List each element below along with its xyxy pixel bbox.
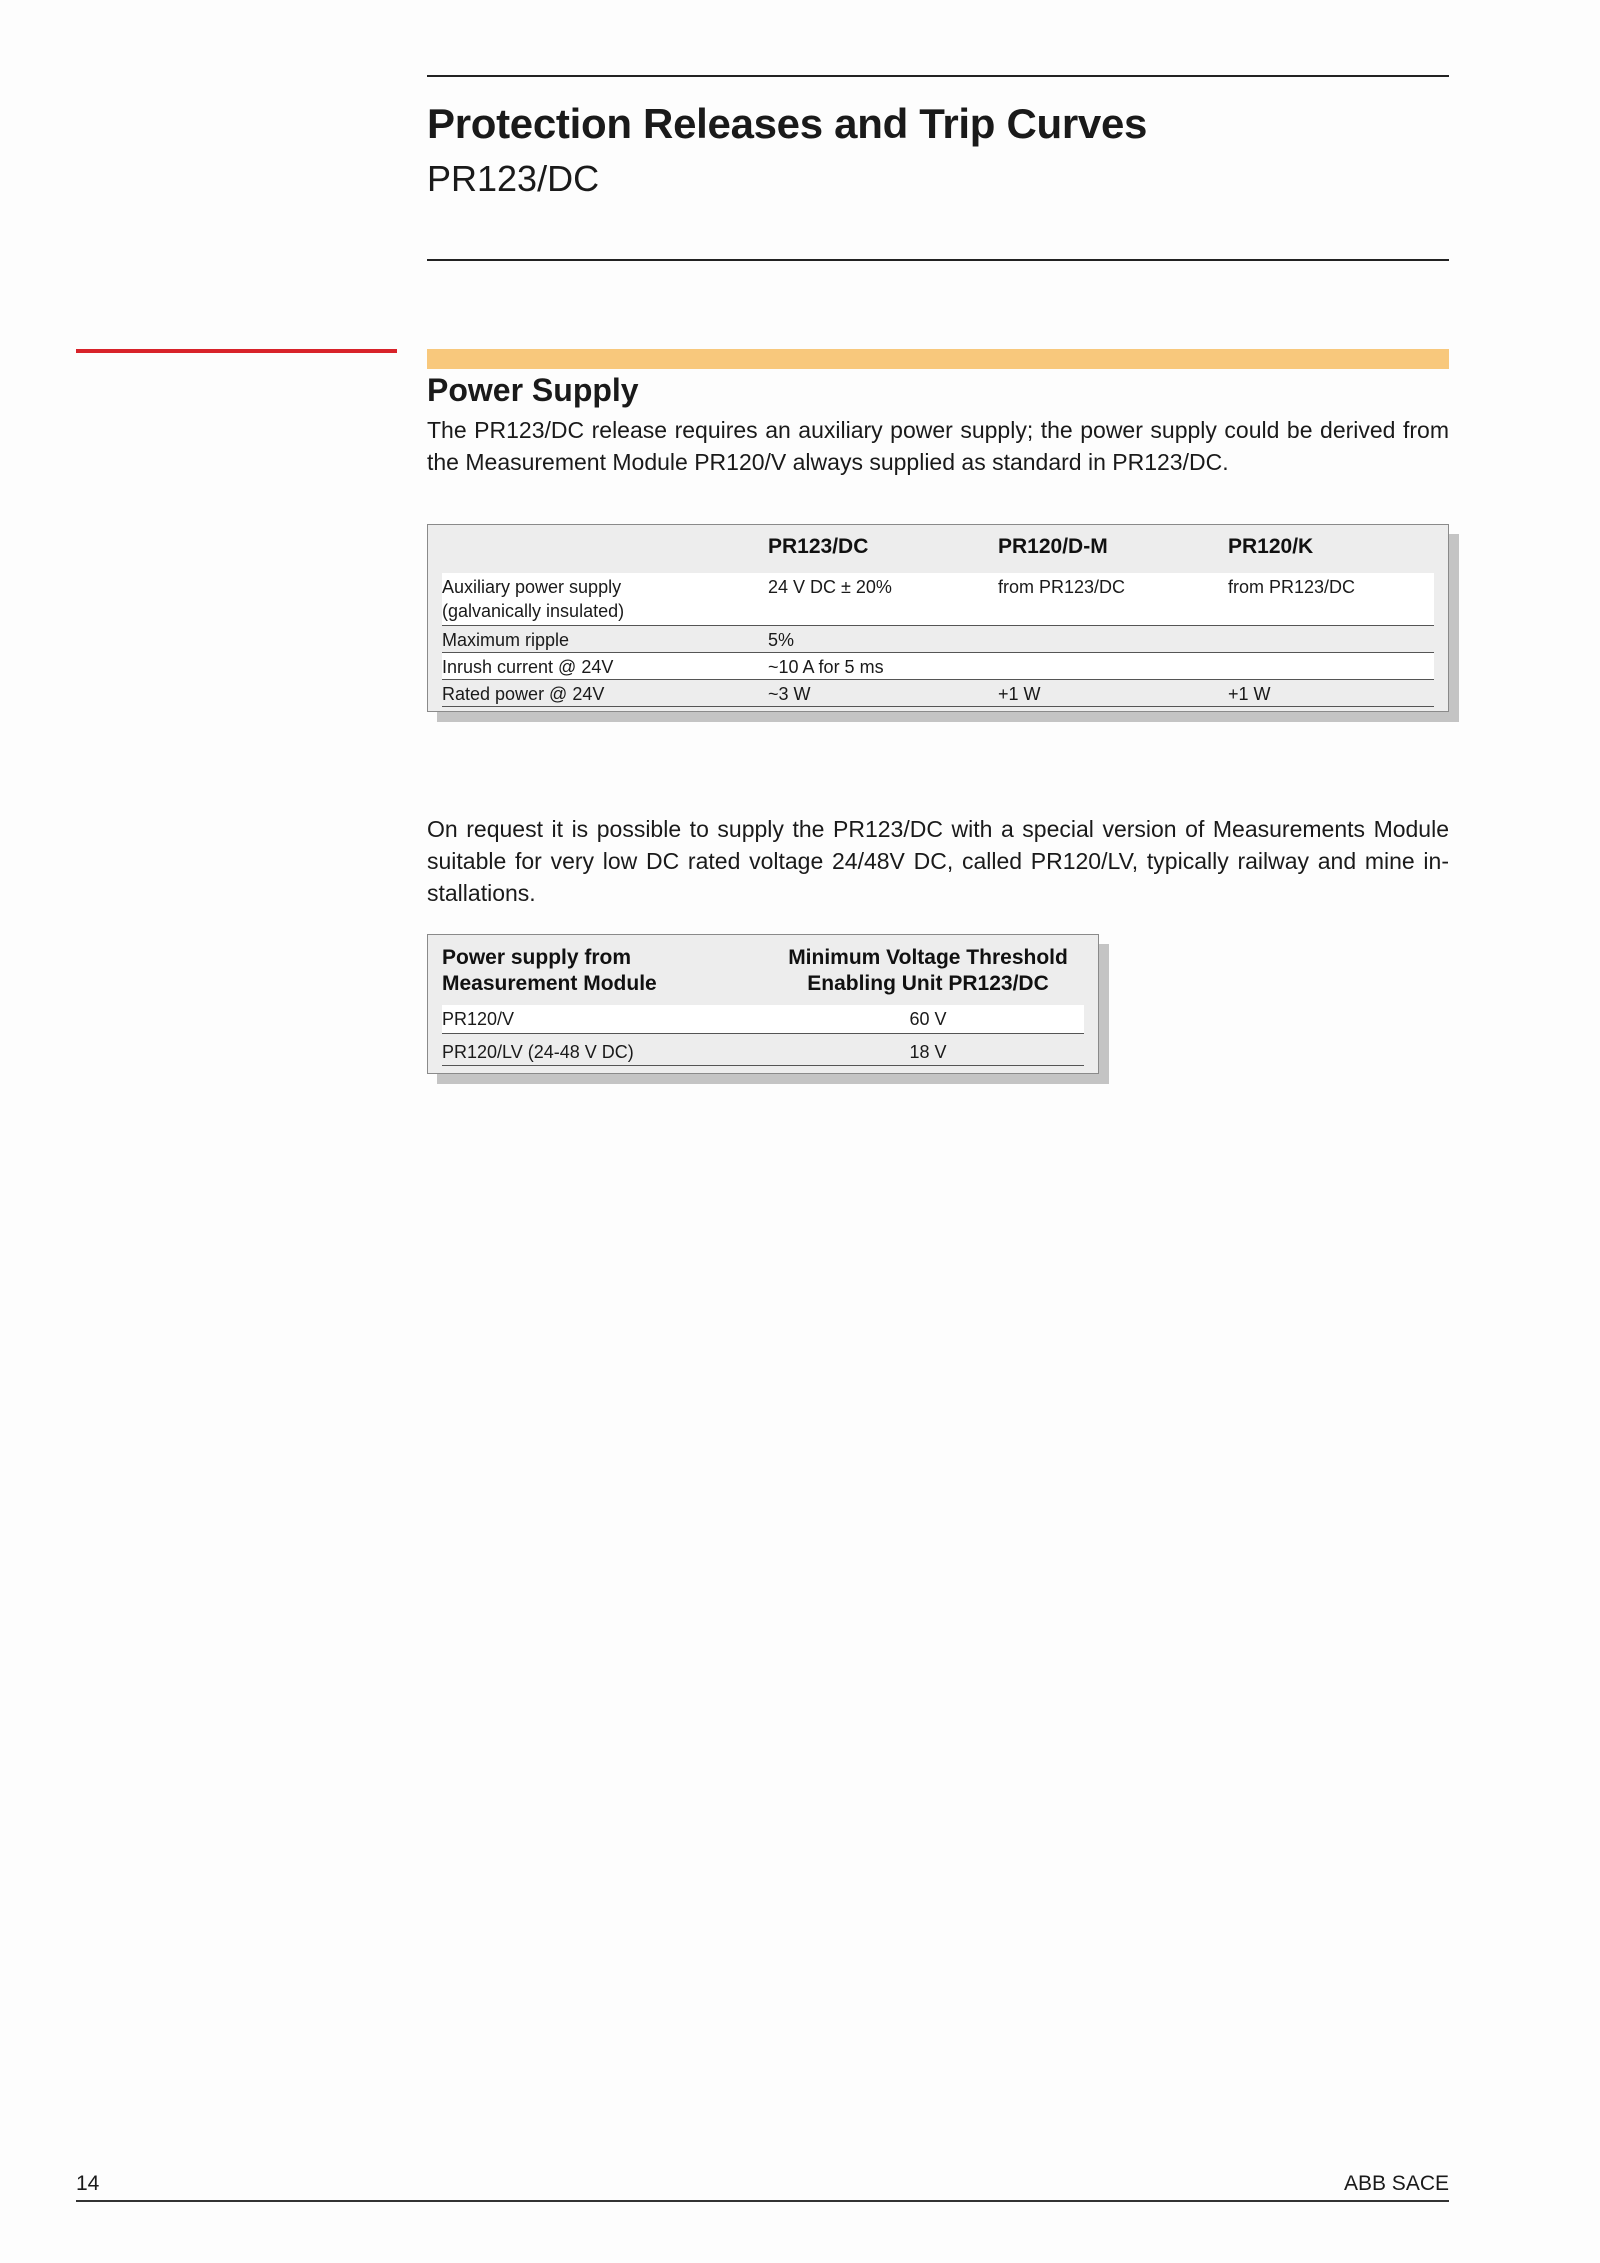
table-cell: Inrush current @ 24V xyxy=(442,657,614,677)
footer-rule xyxy=(76,2200,1449,2202)
table-header-power-supply xyxy=(442,945,657,997)
footer-brand: ABB SACE xyxy=(1343,2172,1449,2195)
table-cell: from PR123/DC xyxy=(1228,577,1356,597)
table-row xyxy=(442,1005,1084,1034)
table-header-pr123dc: PR123/DC xyxy=(768,535,869,558)
intro-paragraph: The PR123/DC release requires an auxiliary power supply; the power supply could be derived from the Measurement Module PR120/V always supplied as standard in PR123/DC. xyxy=(427,417,1449,475)
table-row xyxy=(442,680,1434,707)
section-color-bar xyxy=(427,349,1449,369)
table-header-voltage-threshold xyxy=(758,945,1098,997)
table-row xyxy=(442,573,1434,626)
header-line: Measurement Module xyxy=(442,972,657,995)
table-cell: Rated power @ 24V xyxy=(442,684,605,704)
section-red-marker xyxy=(76,349,397,353)
table-cell: 5% xyxy=(768,630,795,650)
table-cell: PR120/LV (24-48 V DC) xyxy=(442,1042,634,1062)
page-title: Protection Releases and Trip Curves xyxy=(427,100,1148,147)
table-row xyxy=(442,1035,1084,1066)
table-cell: Maximum ripple xyxy=(442,630,570,650)
table-cell: 24 V DC ± 20% xyxy=(768,577,892,597)
page-subtitle: PR123/DC xyxy=(427,158,600,199)
table-cell: +1 W xyxy=(1228,684,1271,704)
header-line: Minimum Voltage Threshold xyxy=(788,946,1068,969)
request-paragraph: On request it is possible to supply the PR123/DC with a special version of Measurements Module suitable for very low DC rated voltage 24/48V DC, called PR120/LV, typically railway and mine in-stallations. xyxy=(427,816,1449,906)
table-header-pr120dm: PR120/D-M xyxy=(998,535,1108,558)
header-line: Power supply from xyxy=(442,946,632,969)
power-supply-table xyxy=(427,524,1449,712)
title-bottom-rule xyxy=(427,259,1449,261)
page-number: 14 xyxy=(76,2172,100,2195)
table-cell: Auxiliary power supply (galvanically insulated) xyxy=(442,577,625,621)
table-cell: 60 V xyxy=(909,1009,947,1029)
table-header-pr120k: PR120/K xyxy=(1228,535,1314,558)
voltage-threshold-table xyxy=(427,934,1099,1074)
section-heading: Power Supply xyxy=(427,372,639,408)
table-cell: from PR123/DC xyxy=(998,577,1126,597)
table-cell: ~3 W xyxy=(768,684,811,704)
table-row xyxy=(442,653,1434,680)
table-cell: 18 V xyxy=(909,1042,947,1062)
title-top-rule xyxy=(427,75,1449,77)
header-line: Enabling Unit PR123/DC xyxy=(807,972,1049,995)
table-cell: +1 W xyxy=(998,684,1041,704)
table-cell: PR120/V xyxy=(442,1009,515,1029)
table-row xyxy=(442,626,1434,653)
table-cell: ~10 A for 5 ms xyxy=(768,657,884,677)
